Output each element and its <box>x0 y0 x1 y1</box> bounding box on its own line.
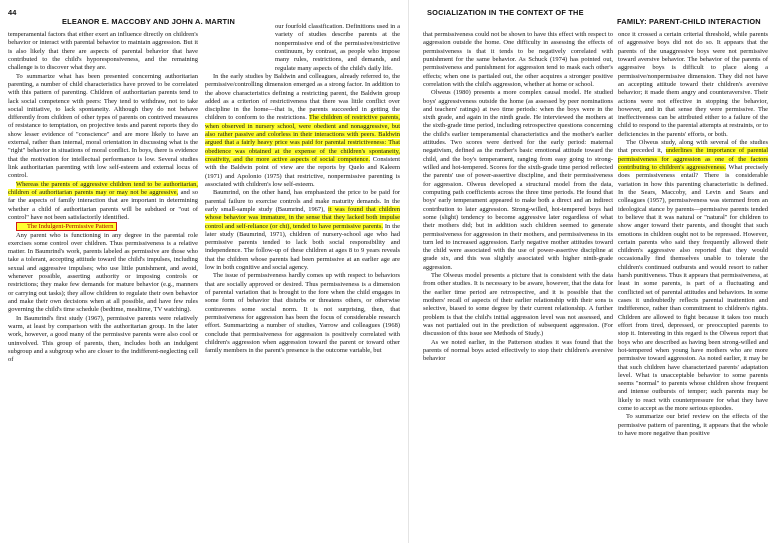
text-column-4 <box>618 31 768 541</box>
page-number: 44 <box>8 8 17 17</box>
highlighted-text: underlines the importance of parental permissiveness for aggression as one of the factors contributing to children's aggressiveness. <box>618 147 768 171</box>
highlighted-text: it was found that children whose behavior was immature, in the sense that they lacked both impulse control and self-reliance (or chi), tended to have permissive parents. <box>205 205 400 230</box>
paragraph: Any parent who is functioning in any degree in the parental role exercises some control over children. Thus permissiveness is a relative matter. In Baumrind's work, parents labeled as permissive are those who take a tolerant, accepting attitude toward the child's impulses, including sexual and aggressive impulses; who use little punishment, and avoid, whenever possible, asserting authority or imposing controls or restrictions; they make few demands for mature behavior (e.g., manners or carrying out tasks); they allow children to regulate their own behavior and make their own decisions when at all possible, and have few rules governing the child's time schedule (bedtime, mealtime, TV watching). <box>8 231 198 314</box>
text-column-3 <box>423 31 613 541</box>
paragraph: once it crossed a certain criterial threshold, while parents of aggressive boys did not do so. It appears that the parents of the unaggressive boys were not permissive toward aversive behavior. The behavior of the parents of aggressive boys is difficult to place along a permissive/nonpermissive dimension. They did not have an accepting attitude toward their children's aversive behavior; it made them angry and counteraversive. Their actions were not effective in stopping the behavior, however, and in that sense they were permissive. The ineffectiveness can be attributed either to a failure of the child to respond to the parental attempts at restraints, or to deficiencies in the parents' efforts, or both. <box>618 31 768 138</box>
paragraph: The Olweus model presents a picture that is consistent with the data from other studies. It is necessary to be aware, however, that the data for the earlier time period are retrospective, and it is possible that the mothers' recall of aspects of their earlier relationship with their sons is selective, biased to some degree by their current relationship. A further problem is that the child's initial aggression level was not assessed, and was not partialed out in the prediction of subsequent aggression. (For discussion of this issue see Methods of Study.) <box>423 272 613 338</box>
running-head-center: SOCIALIZATION IN THE CONTEXT OF THE <box>427 8 584 17</box>
paragraph: Baumrind, on the other hand, has emphasized the price to be paid for parental failure to exercise controls and make maturity demands. In the early small-sample study (Baumrind, 1967), it was found that children whose behavior was immature, in the sense that they lacked both impulse control and self-reliance (or chi), tended to have permissive parents. In the later study (Baumrind, 1971), children of nursery-school age who had permissive parents tended to lack both social responsibility and independence. The follow-up of these children at ages 8 to 9 years reveals that the children whose parents had been permissive at an earlier age are low in both cognitive and social agency. <box>205 189 400 272</box>
paragraph: In the early studies by Baldwin and colleagues, already referred to, the permissive/controlling dimension emerged as a strong factor. In addition to the above characteristics defining a restricting parent, the Baldwin group added as a criterion of restrictiveness that there was little conflict over discipline in the home—that is, the parents succeeded in getting the children to conform to the restrictions. The children of restrictive parents, when observed in nursery school, were obedient and nonaggressive, but also rather passive and colorless in their interactions with peers. Baldwin argued that a fairly heavy price was paid for parental restrictiveness: That obedience was obtained at the expense of the children's spontaneity, creativity, and the more active aspects of social competence. Consistent with the Baldwin point of view are the reports by Quelo and Kaleem (1971) and Apolonio (1975) that restrictive, nonpermissive parenting is associated with children's low self-esteem. <box>205 72 400 188</box>
paragraph: The issue of permissiveness hardly comes up with respect to behaviors that are socially approved or desired. Thus permissiveness is a dimension of parental variation that is brought to the fore when the child engages in some form of behavior that disturbs or threatens others, or otherwise contravenes some social norm. It is not surprising, then, that permissiveness for aggression has been the focus of considerable research effort. Summarizing a number of studies, Yarrow and colleagues (1968) conclude that permissiveness for aggression is positively correlated with children's aggression when aggression toward the parent or toward other family members in the parent's presence is the outcome variable, but <box>205 272 400 355</box>
highlighted-text: Whereas the parents of aggressive children tend to be authoritarian, children of authoritarian parents may or may not be aggressive, <box>8 180 198 196</box>
paragraph: To summarize what has been presented concerning authoritarian parenting, a number of child characteristics have proved to be correlated with this pattern of parenting. Children of authoritarian parents tend to lack social competence with peers: They tend to withdraw, not to take social initiative, to lack spontaneity. Although they do not behave differently from children of other types of parents on contrived measures of resistance to temptation, on projective tests and parent reports they do show lesser evidence of "conscience" and are more likely to have an external, rather than internal, moral orientation in discussing what is the "right" behavior in situations of moral conflict. In boys, there is evidence that the motivation for intellectual performance is low. Several studies link authoritarian parenting with low self-esteem and external locus of control. <box>8 72 198 180</box>
paragraph: As we noted earlier, in the Patterson studies it was found that the parents of normal boys acted effectively to stop their children's aversive behavior <box>423 338 613 363</box>
paragraph: The Olweus study, along with several of the studies that preceded it, underlines the importance of parental permissiveness for aggression as one of the factors contributing to children's aggressiveness. What precisely does permissiveness entail? There is considerable variation in how this parenting characteristic is defined. In the Sears, Maccoby, and Levin and Sears and colleagues (1957), permissiveness was stemmed from an ideological stance by parents—permissive parents tended to believe that it was natural or "natural" for children to show anger toward their parents, and thought that such emotions in children ought not to be repressed. However, certain parents who said they frequently allowed their children's aggressive also reported that they would occasionally find themselves unable to tolerate the children's continued outbursts and would resort to rather harsh punitiveness. Thus it appears that permissiveness, at least in some parents, is part of a fluctuating and conflicted set of parental attitudes and behaviors. In some cases it undoubtedly reflects parental inattention and indifference, rather than commitment to children's rights. Children are allowed to fight because it takes too much effort from tired, depressed, or preoccupied parents to stop it. Interesting in this regard is the Olweus report that boys who are described as having been strong-willed and hot-tempered when young have mothers who are more permissive toward aggression. As noted earlier, it may be that such children have characterized parents' adaptation level. What is unacceptable behavior to some parents seems "normal" to parents whose children show frequent and intense outbursts of temper; such parents may be likely to react with counterpressure for what they have come to accept as the more serious episodes. <box>618 139 768 413</box>
text-column-2 <box>205 23 400 541</box>
paragraph: Whereas the parents of aggressive children tend to be authoritarian, children of authoritarian parents may or may not be aggressive, and so far the aspects of family interaction that are important in determining whether a child of authoritarian parents will be subdued or "out of control" have not been satisfactorily identified. <box>8 180 198 221</box>
section-heading <box>8 222 198 231</box>
text-column-1 <box>8 31 198 541</box>
paragraph: To summarize our brief review on the effects of the permissive pattern of parenting, it appears that the whole to have more negative than positive <box>618 413 768 437</box>
running-head-right: FAMILY: PARENT-CHILD INTERACTION <box>617 17 761 26</box>
highlighted-text: The children of restrictive parents, when observed in nursery school, were obedient and nonaggressive, but also rather passive and colorless in their interactions with peers. Baldwin argued that a fairly heavy price was paid for parental restrictiveness: That obedience was obtained at the expense of the children's spontaneity, creativity, and the more active aspects of social competence. <box>205 114 400 163</box>
paragraph: temperamental factors that either exert an influence directly on children's behavior or interact with parental behavior to maintain aggression. But it is also likely that there are aspects of parental behavior that have contributed to the child's hyporesponsiveness, and the remaining challenge is to discover what they are. <box>8 31 198 72</box>
right-page <box>410 0 768 543</box>
section-heading-text: The Indulgent-Permissive Pattern <box>16 222 117 231</box>
paragraph: In Baumrind's first study (1967), permissive parents were relatively warm, at least by comparison with the authoritarian group. In the later work, however, a good many of the permissive parents were also cool or uninvolved. This group of parents, then, includes both an indulgent subgroup and a subgroup who are closer to the indifferent-neglecting cell of <box>8 314 198 364</box>
paragraph: that permissiveness could not be shown to have this effect with respect to aggression outside the home. One difficulty in assessing the effects of permissiveness is that it tends to be negatively correlated with punishment for the same behavior. As Schuck (1974) has pointed out, permissiveness and punishment for aggression tend to mask each other's effects; when one is partialed out, the other acquires a stronger positive correlation with the child's aggression, whether at home or school. <box>423 31 613 88</box>
paragraph: Olweus (1980) presents a more complex causal model. He studied boys' aggressiveness outside the home (as assessed by peer nominations and teachers' ratings) at two time periods: when the boys were in the sixth grade, and again in the ninth grade. He interviewed the mothers at the sixth-grade time period, including retrospective questions concerning the child's earlier temperamental characteristics and the mother's earlier attitudes. Two scores were derived for the early period: maternal negativism, defined as the mother's basic emotional attitude toward the child, and the boy's temperament, ranging from easy going to strong-willed and hot-tempered. Scores for the sixth-grade time period reflected the parents' use of power-assertive discipline, and their permissiveness for aggression. Olweus developed a structural model from the data, computing path coefficients across the three time periods. He found that boys' early temperament appeared to make both a direct and an indirect contribution to later aggression. Strong-willed, hot-tempered boys had some (slight) tendency to become aggressive later regardless of what their mothers did; but in addition such children seemed to generate permissiveness for aggression in their mothers, and permissiveness in its turn led to increased aggression. Early negative mother attitudes toward the child were associated with the use of power-assertive discipline at grade six, and this was slightly associated with higher ninth-grade aggression. <box>423 89 613 271</box>
paragraph: our fourfold classification. Definitions used in a variety of studies describe parents at the nonpermissive end of the permissive/restrictive continuum, by contrast, as people who impose many rules, restrictions, and demands, and regulate many aspects of the child's daily life. <box>275 23 400 72</box>
running-head-authors: ELEANOR E. MACCOBY AND JOHN A. MARTIN <box>62 17 236 26</box>
